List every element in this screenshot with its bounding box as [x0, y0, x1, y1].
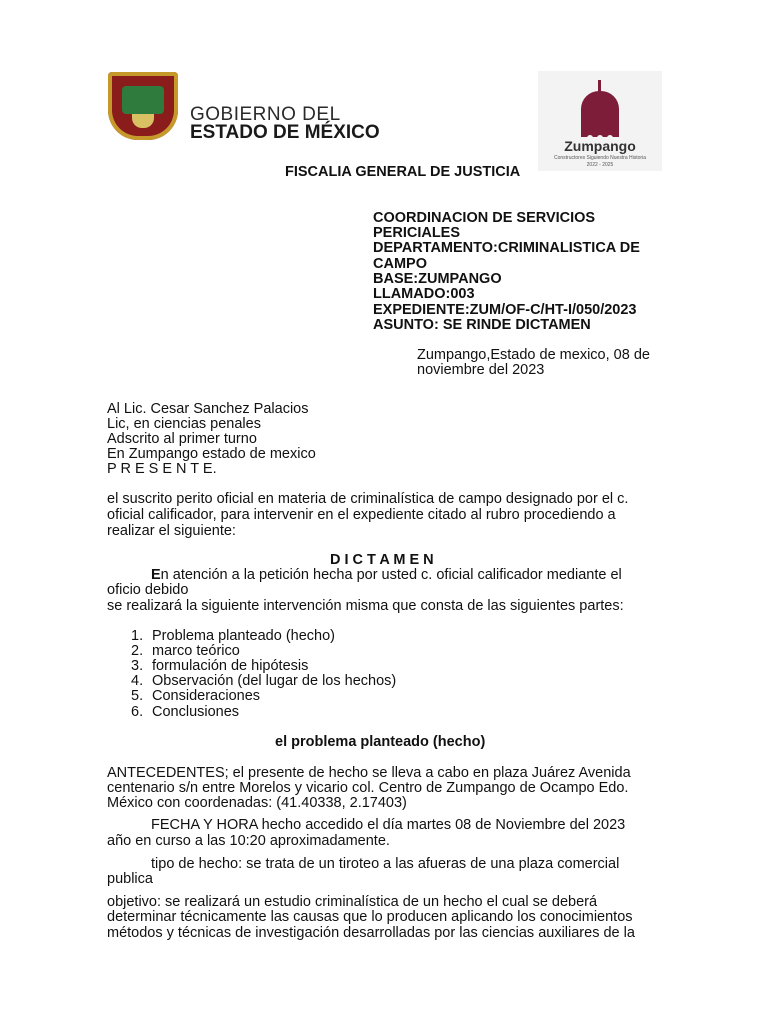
fecha-line: FECHA Y HORA hecho accedido el día martes 08 de Noviembre del 2023: [151, 817, 626, 833]
list-number: 5.: [131, 688, 144, 704]
info-line: CAMPO: [373, 256, 427, 272]
intro-line: el suscrito perito oficial en materia de criminalística de campo designado por el c.: [107, 491, 629, 507]
list-number: 4.: [131, 673, 144, 689]
list-number: 2.: [131, 643, 144, 659]
tipo-line: tipo de hecho: se trata de un tiroteo a las afueras de una plaza comercial: [151, 856, 620, 872]
list-text: formulación de hipótesis: [152, 658, 309, 674]
info-line: DEPARTAMENTO:CRIMINALISTICA DE: [373, 240, 640, 256]
date-line: noviembre del 2023: [417, 362, 545, 378]
objetivo-line: objetivo: se realizará un estudio criminalística de un hecho el cual se deberá: [107, 894, 598, 910]
info-line: LLAMADO:003: [373, 286, 475, 302]
dictamen-line-2: oficio debido: [107, 582, 189, 598]
antecedentes-line: México con coordenadas: (41.40338, 2.17403): [107, 795, 407, 811]
antecedentes-line: centenario s/n entre Morelos y vicario col. Centro de Zumpango de Ocampo Edo.: [107, 780, 629, 796]
dictamen-line-1-rest: n atención a la petición hecha por usted c. oficial calificador mediante el: [160, 567, 622, 583]
list-number: 6.: [131, 704, 144, 720]
dictamen-heading: D I C T A M E N: [330, 552, 434, 568]
list-number: 1.: [131, 628, 144, 644]
recipient-line: Adscrito al primer turno: [107, 431, 257, 447]
section-heading: el problema planteado (hecho): [275, 734, 486, 750]
zumpango-logo-name: Zumpango: [564, 138, 636, 154]
recipient-line: Lic, en ciencias penales: [107, 416, 261, 432]
clock-tower-icon: [581, 91, 619, 137]
list-item: [131, 689, 260, 705]
info-line: COORDINACION DE SERVICIOS: [373, 210, 596, 226]
list-text: marco teórico: [152, 643, 240, 659]
fecha-line: año en curso a las 10:20 aproximadamente.: [107, 833, 390, 849]
gov-logo-line1: GOBIERNO DEL: [190, 104, 341, 125]
gobierno-estado-mexico-logo: [108, 72, 388, 142]
intro-line: realizar el siguiente:: [107, 523, 236, 539]
objetivo-line: determinar técnicamente las causas que lo producen aplicando los conocimientos: [107, 909, 633, 925]
list-text: Observación (del lugar de los hechos): [152, 673, 397, 689]
document-title: FISCALIA GENERAL DE JUSTICIA: [285, 164, 521, 180]
recipient-line: Al Lic. Cesar Sanchez Palacios: [107, 401, 309, 417]
info-line: EXPEDIENTE:ZUM/OF-C/HT-I/050/2023: [373, 302, 637, 318]
list-text: Problema planteado (hecho): [152, 628, 335, 644]
list-text: Consideraciones: [152, 688, 261, 704]
info-line: PERICIALES: [373, 225, 461, 241]
list-text: Conclusiones: [152, 704, 240, 720]
antecedentes-line: ANTECEDENTES; el presente de hecho se lleva a cabo en plaza Juárez Avenida: [107, 765, 631, 781]
objetivo-line: métodos y técnicas de investigación desarrolladas por las ciencias auxiliares de la: [107, 925, 635, 941]
list-number: 3.: [131, 658, 144, 674]
zumpango-logo-years: 2022 - 2025: [586, 162, 614, 168]
dictamen-line-3: se realizará la siguiente intervención misma que consta de las siguientes partes:: [107, 598, 624, 614]
dictamen-line-1: [151, 568, 622, 584]
date-line: Zumpango,Estado de mexico, 08 de: [417, 347, 650, 363]
gov-logo-line2: ESTADO DE MÉXICO: [190, 122, 380, 143]
zumpango-logo-slogan: Constructores Siguiendo Nuestra Historia: [554, 155, 646, 161]
recipient-line: P R E S E N T E.: [107, 461, 217, 477]
info-line: BASE:ZUMPANGO: [373, 271, 502, 287]
zumpango-logo: [538, 71, 662, 171]
intro-line: oficial calificador, para intervenir en el expediente citado al rubro procediendo a: [107, 507, 616, 523]
list-item: [131, 705, 239, 721]
tipo-line: publica: [107, 871, 153, 887]
coat-of-arms-icon: [108, 72, 178, 140]
recipient-line: En Zumpango estado de mexico: [107, 446, 316, 462]
info-line: ASUNTO: SE RINDE DICTAMEN: [373, 317, 591, 333]
dictamen-first-letter: E: [151, 567, 161, 583]
